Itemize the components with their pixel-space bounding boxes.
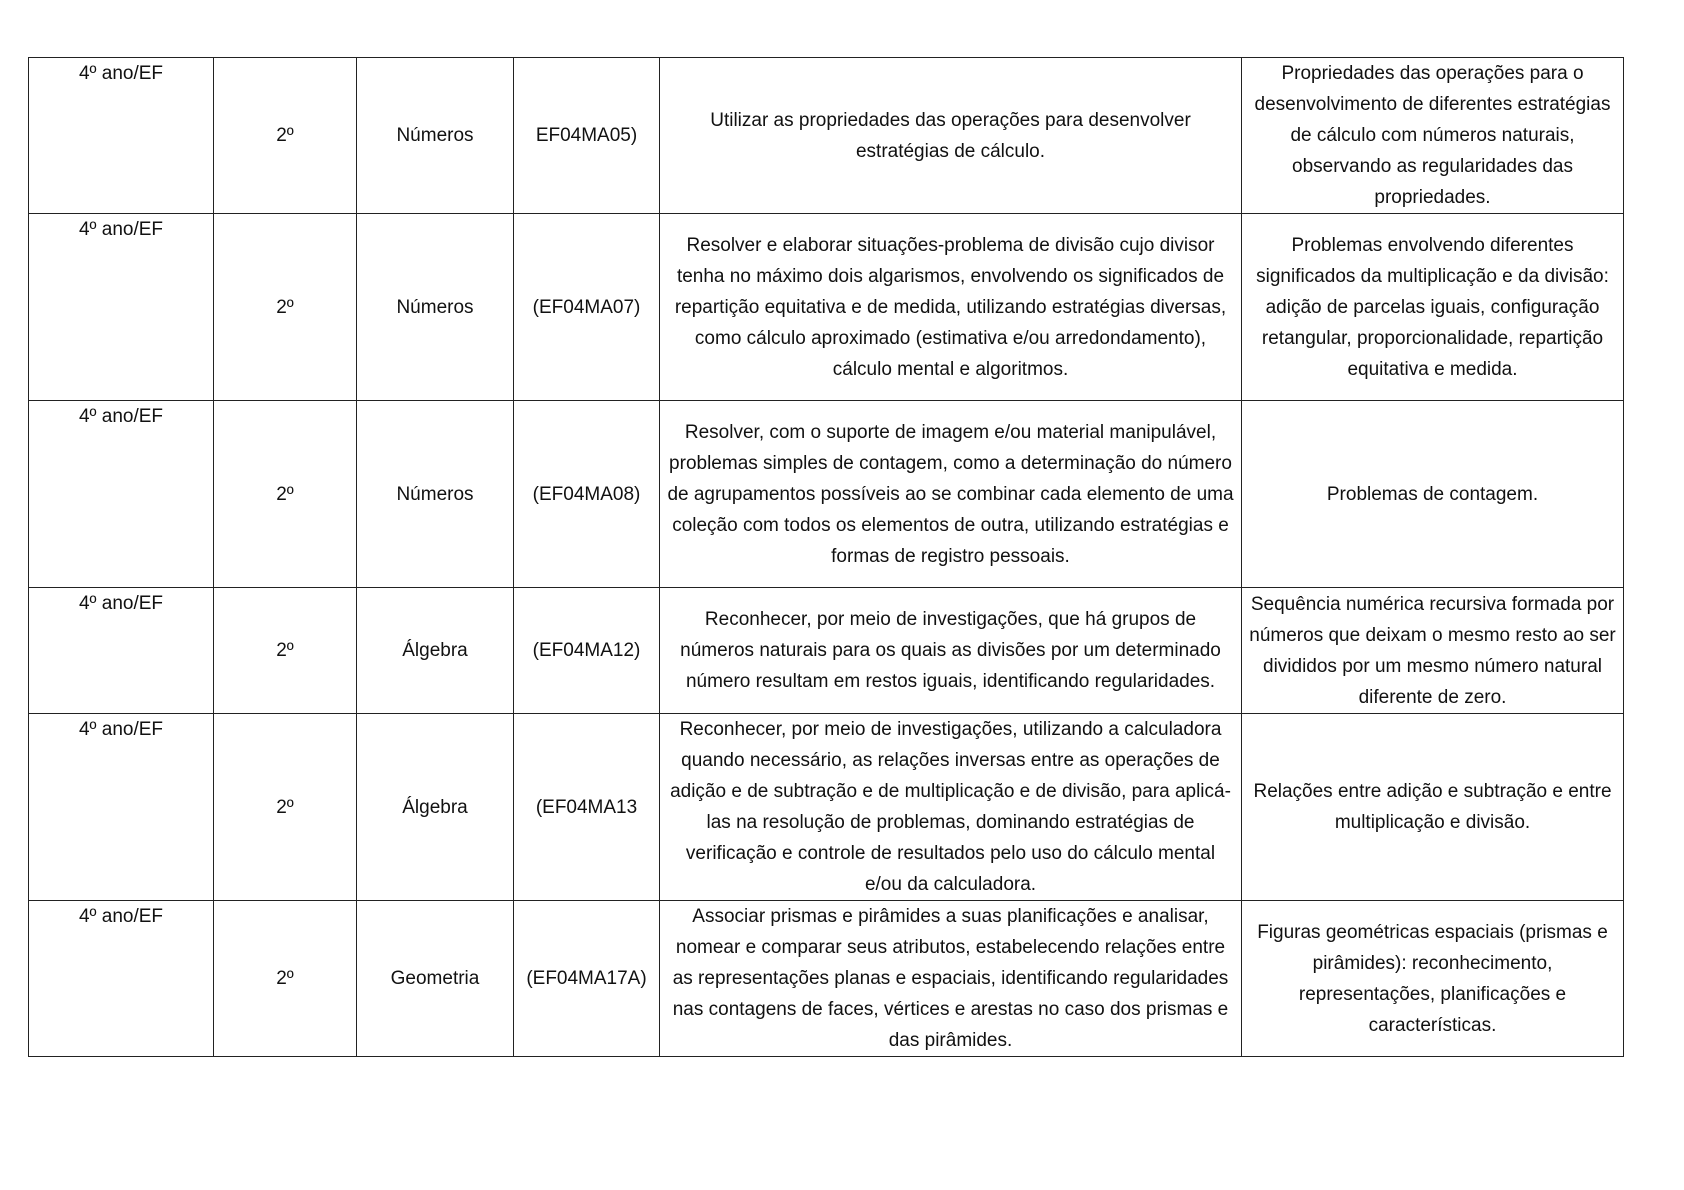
table-row — [29, 214, 1624, 401]
table-row — [29, 58, 1624, 214]
thematic-unit-cell: Geometria — [357, 901, 514, 1057]
thematic-unit-cell: Números — [357, 58, 514, 214]
skill-description-cell: Resolver e elaborar situações-problema de divisão cujo divisor tenha no máximo dois algarismos, envolvendo os significados de repartição equitativa e de medida, utilizando estratégias diversas, como cálculo aproximado (estimativa e/ou arredondamento), cálculo mental e algoritmos. — [660, 214, 1242, 401]
period-cell: 2º — [214, 214, 357, 401]
year-cell: 4º ano/EF — [29, 901, 214, 1057]
skill-description-cell: Associar prismas e pirâmides a suas planificações e analisar, nomear e comparar seus atributos, estabelecendo relações entre as representações planas e espaciais, identificando regularidades nas contagens de faces, vértices e arestas no caso dos prismas e das pirâmides. — [660, 901, 1242, 1057]
year-cell: 4º ano/EF — [29, 58, 214, 214]
knowledge-object-cell: Sequência numérica recursiva formada por números que deixam o mesmo resto ao ser divididos por um mesmo número natural diferente de zero. — [1242, 588, 1624, 714]
knowledge-object-cell: Figuras geométricas espaciais (prismas e pirâmides): reconhecimento, representações, planificações e características. — [1242, 901, 1624, 1057]
knowledge-object-cell: Relações entre adição e subtração e entre multiplicação e divisão. — [1242, 714, 1624, 901]
skill-code-cell: (EF04MA08) — [514, 401, 660, 588]
table-row — [29, 401, 1624, 588]
skill-description-cell: Resolver, com o suporte de imagem e/ou material manipulável, problemas simples de contagem, como a determinação do número de agrupamentos possíveis ao se combinar cada elemento de uma coleção com todos os elementos de outra, utilizando estratégias e formas de registro pessoais. — [660, 401, 1242, 588]
skill-code-cell: (EF04MA12) — [514, 588, 660, 714]
thematic-unit-cell: Álgebra — [357, 714, 514, 901]
knowledge-object-cell: Problemas envolvendo diferentes significados da multiplicação e da divisão: adição de parcelas iguais, configuração retangular, proporcionalidade, repartição equitativa e medida. — [1242, 214, 1624, 401]
period-cell: 2º — [214, 714, 357, 901]
period-cell: 2º — [214, 401, 357, 588]
thematic-unit-cell: Álgebra — [357, 588, 514, 714]
curriculum-table — [28, 57, 1624, 1057]
skill-description-cell: Reconhecer, por meio de investigações, que há grupos de números naturais para os quais as divisões por um determinado número resultam em restos iguais, identificando regularidades. — [660, 588, 1242, 714]
thematic-unit-cell: Números — [357, 401, 514, 588]
skill-description-cell: Utilizar as propriedades das operações para desenvolver estratégias de cálculo. — [660, 58, 1242, 214]
period-cell: 2º — [214, 901, 357, 1057]
year-cell: 4º ano/EF — [29, 214, 214, 401]
knowledge-object-cell: Propriedades das operações para o desenvolvimento de diferentes estratégias de cálculo com números naturais, observando as regularidades das propriedades. — [1242, 58, 1624, 214]
period-cell: 2º — [214, 588, 357, 714]
knowledge-object-cell: Problemas de contagem. — [1242, 401, 1624, 588]
skill-code-cell: (EF04MA07) — [514, 214, 660, 401]
skill-code-cell: (EF04MA13 — [514, 714, 660, 901]
year-cell: 4º ano/EF — [29, 714, 214, 901]
thematic-unit-cell: Números — [357, 214, 514, 401]
table-row — [29, 901, 1624, 1057]
year-cell: 4º ano/EF — [29, 401, 214, 588]
table-row — [29, 714, 1624, 901]
skill-code-cell: EF04MA05) — [514, 58, 660, 214]
skill-code-cell: (EF04MA17A) — [514, 901, 660, 1057]
period-cell: 2º — [214, 58, 357, 214]
skill-description-cell: Reconhecer, por meio de investigações, utilizando a calculadora quando necessário, as relações inversas entre as operações de adição e de subtração e de multiplicação e de divisão, para aplicá-las na resolução de problemas, dominando estratégias de verificação e controle de resultados pelo uso do cálculo mental e/ou da calculadora. — [660, 714, 1242, 901]
table-row — [29, 588, 1624, 714]
year-cell: 4º ano/EF — [29, 588, 214, 714]
